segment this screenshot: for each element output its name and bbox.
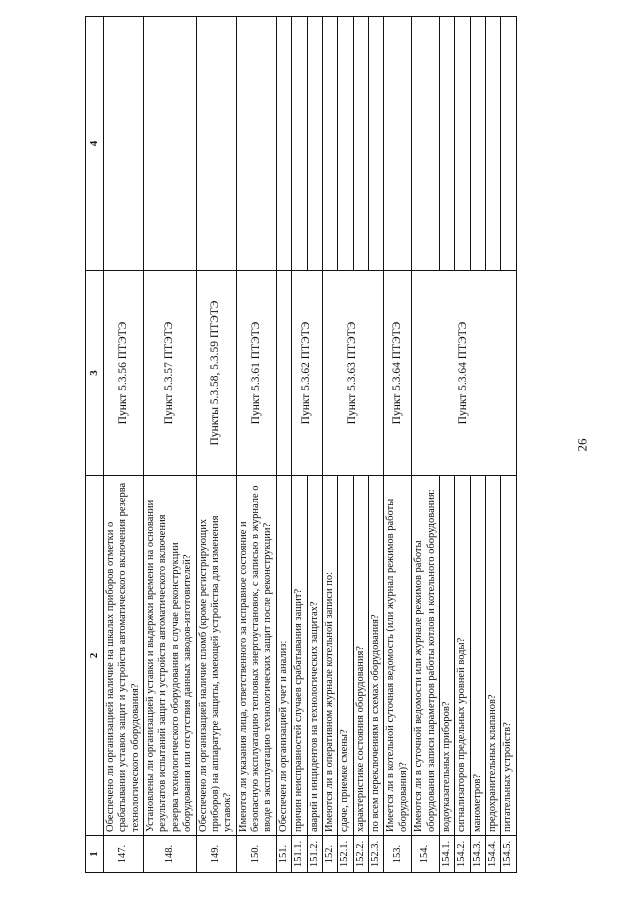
row-number: 152. — [322, 836, 337, 873]
row-notes-cell — [486, 17, 501, 271]
row-reference: Пункт 5.3.63 ПТЭТЭ — [322, 271, 384, 476]
row-notes-cell — [353, 17, 368, 271]
row-number: 153. — [384, 836, 412, 873]
table-row — [103, 17, 143, 873]
table-row — [412, 17, 440, 873]
row-reference: Пункт 5.3.57 ПТЭТЭ — [144, 271, 197, 476]
row-reference: Пункт 5.3.64 ПТЭТЭ — [412, 271, 517, 476]
row-question: Имеются ли в оперативном журнале котельной записи по: — [322, 476, 337, 836]
row-number: 149. — [196, 836, 236, 873]
row-question: Обеспечен ли организацией учет и анализ: — [276, 476, 291, 836]
row-number: 148. — [144, 836, 197, 873]
row-reference: Пункт 5.3.61 ПТЭТЭ — [236, 271, 276, 476]
row-notes-cell — [470, 17, 485, 271]
table-row — [292, 17, 307, 873]
row-question: Установлены ли организацией уставки и выдержки времени на основании результатов испытаний защит и устройств автоматического включения резерва технологического оборудования в случае реконструкции оборудования или отсутствия данных заводов-изготовителей? — [144, 476, 197, 836]
table-row — [144, 17, 197, 873]
row-number: 151.2. — [307, 836, 322, 873]
table-body — [103, 17, 516, 873]
row-number: 152.3. — [369, 836, 384, 873]
row-number: 154.5. — [501, 836, 516, 873]
row-number: 150. — [236, 836, 276, 873]
row-question: манометров? — [470, 476, 485, 836]
row-question: Обеспечено ли организацией наличие на шкалах приборов отметки о срабатывании уставок защит и устройств автоматического включения резерва технологического оборудования? — [103, 476, 143, 836]
row-notes-cell — [292, 17, 307, 271]
row-notes-cell — [307, 17, 322, 271]
row-question: характеристике состояния оборудования? — [353, 476, 368, 836]
table-row — [384, 17, 412, 873]
row-notes-cell — [322, 17, 337, 271]
row-reference — [276, 271, 291, 476]
row-notes-cell — [455, 17, 470, 271]
table-row — [196, 17, 236, 873]
row-question: по всем переключениям в схемах оборудования? — [369, 476, 384, 836]
row-question: Имеется ли в котельной суточная ведомость (или журнал режимов работы оборудования)? — [384, 476, 412, 836]
row-question: сигнализаторов предельных уровней воды? — [455, 476, 470, 836]
row-number: 152.1. — [338, 836, 353, 873]
row-number: 154. — [412, 836, 440, 873]
page-number: 26 — [574, 438, 590, 452]
row-notes-cell — [196, 17, 236, 271]
row-notes-cell — [369, 17, 384, 271]
row-question: Имеются ли указания лица, ответственного за исправное состояние и безопасную эксплуатацию тепловых энергоустановок, с записью в журнале о вводе в эксплуатацию технологических защит после реконструкции? — [236, 476, 276, 836]
row-notes-cell — [338, 17, 353, 271]
row-notes-cell — [501, 17, 516, 271]
row-question: сдаче, приемке смены? — [338, 476, 353, 836]
row-question: Обеспечено ли организацией наличие пломб (кроме регистрирующих приборов) на аппаратуре защиты, имеющей устройства для изменения уставок? — [196, 476, 236, 836]
row-number: 154.3. — [470, 836, 485, 873]
row-question: питательных устройств? — [501, 476, 516, 836]
row-reference: Пункты 5.3.58, 5.3.59 ПТЭТЭ — [196, 271, 236, 476]
row-reference: Пункт 5.3.56 ПТЭТЭ — [103, 271, 143, 476]
row-number: 154.4. — [486, 836, 501, 873]
row-question: причин неисправностей случаев срабатывания защит? — [292, 476, 307, 836]
row-question: предохранительных клапанов? — [486, 476, 501, 836]
table-row — [236, 17, 276, 873]
row-notes-cell — [276, 17, 291, 271]
row-reference: Пункт 5.3.64 ПТЭТЭ — [384, 271, 412, 476]
table-row — [322, 17, 337, 873]
table-row — [276, 17, 291, 873]
row-number: 154.2. — [455, 836, 470, 873]
row-notes-cell — [412, 17, 440, 271]
row-reference: Пункт 5.3.62 ПТЭТЭ — [292, 271, 323, 476]
row-number: 147. — [103, 836, 143, 873]
row-number: 151.1. — [292, 836, 307, 873]
row-notes-cell — [236, 17, 276, 271]
row-notes-cell — [103, 17, 143, 271]
row-notes-cell — [439, 17, 454, 271]
row-question: аварий и инцидентов на технологических защитах? — [307, 476, 322, 836]
row-notes-cell — [144, 17, 197, 271]
rotated-table-container — [85, 17, 615, 873]
row-number: 152.2. — [353, 836, 368, 873]
header-col-4: 4 — [86, 17, 104, 271]
header-col-1: 1 — [86, 836, 104, 873]
row-notes-cell — [384, 17, 412, 271]
header-col-3: 3 — [86, 271, 104, 476]
row-number: 154.1. — [439, 836, 454, 873]
checklist-table — [85, 16, 517, 873]
row-number: 151. — [276, 836, 291, 873]
row-question: водоуказательных приборов? — [439, 476, 454, 836]
row-question: Имеются ли в суточной ведомости или журнале режимов работы оборудования записи параметров работы котлов и котельного оборудования: — [412, 476, 440, 836]
header-col-2: 2 — [86, 476, 104, 836]
table-header-row — [86, 17, 104, 873]
